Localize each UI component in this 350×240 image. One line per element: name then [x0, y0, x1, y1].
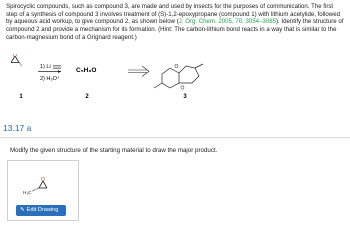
drawing-answer-area[interactable]: [7, 160, 79, 221]
journal-reference-link[interactable]: J. Org. Chem. 2005, 70, 3054–3065: [178, 18, 276, 26]
svg-text:O: O: [13, 54, 17, 59]
reaction-arrow-1: [38, 70, 61, 73]
intro-text-before: Spirocyclic compounds, such as compound 3, are made and used by insects for the purposes of communication. The first step of a synthesis of compound 3 involves treatment of (S)-1,2-epoxypropane (compound 1) with lithium acetylide, followed by aqueous acid workup, to give compound 2, as shown below (: [6, 3, 340, 26]
spiro-oxygen-label: O: [174, 64, 179, 70]
reagent-step-2: 2) H₃O⁺: [40, 76, 60, 82]
problem-instruction: Modify the given structure of the starting material to draw the major product.: [10, 147, 218, 154]
edit-drawing-button[interactable]: [16, 205, 66, 216]
reagent-step-1: 1) Li: [40, 64, 51, 70]
starting-material-epoxide-structure: [8, 161, 78, 201]
problem-intro-text: [6, 3, 346, 42]
compound-1-label: 1: [19, 94, 23, 100]
edit-drawing-label: Edit Drawing: [26, 207, 59, 213]
multistep-arrow: [128, 66, 149, 77]
section-divider: [0, 137, 350, 138]
compound-2-formula: C₅H₈O: [76, 67, 97, 74]
reaction-scheme: [0, 54, 350, 106]
compound-1-epoxide-structure: [11, 54, 22, 66]
svg-text:O: O: [41, 177, 45, 183]
spiro-oxygen-label: O: [180, 85, 185, 92]
pencil-icon: ✎: [20, 207, 25, 213]
acetylene-triple-bond-icon: [53, 66, 61, 69]
compound-2-label: 2: [85, 94, 89, 100]
compound-3-label: 3: [183, 94, 187, 100]
methyl-group-label: H₃C: [23, 190, 32, 195]
problem-number: 13.17 a: [3, 123, 32, 133]
intro-text-after: ). Identify the structure of compound 2 and provide a mechanism for its formation. (Hint: The carbon-lithium bond reacts in a way that is similar to the carbon-magnesium bond of a Grignard reagent.): [6, 18, 344, 41]
